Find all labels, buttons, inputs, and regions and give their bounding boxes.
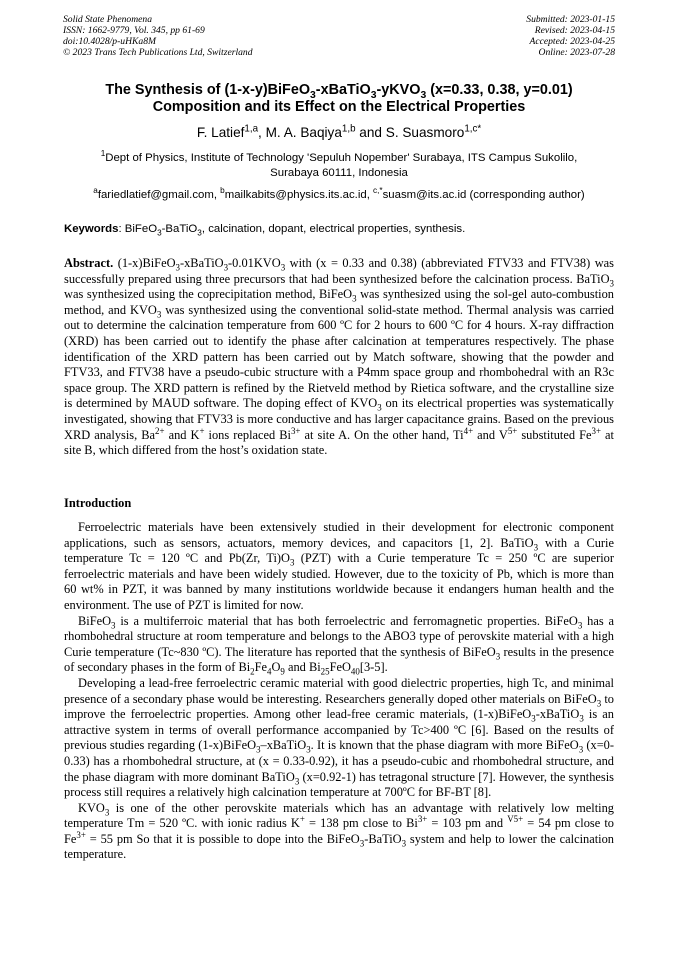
email-link[interactable]: suasm@its.ac.id (corresponding author) [382,189,585,201]
journal-copyright: © 2023 Trans Tech Publications Ltd, Switzerland [63,47,253,58]
title-line-2: Composition and its Effect on the Electrical Properties [152,99,526,115]
author-name: S. Suasmoro [385,125,465,140]
date-accepted: Accepted: 2023-04-25 [529,36,615,47]
paper-title [40,82,638,116]
journal-name: Solid State Phenomena [63,14,152,25]
journal-issn: ISSN: 1662-9779, Vol. 345, pp 61-69 [63,25,205,36]
email-link[interactable]: mailkabits@physics.its.ac.id, [224,189,374,201]
title-line-1: The Synthesis of (1-x-y)BiFeO$_3$-xBaTiO$_3$-yKVO$_3$ (x=0.33, 0.38, y=0.01) [105,82,573,101]
paragraph: BiFeO$_3$ is a multiferroic material that has both ferroelectric and ferromagnetic properties. BiFeO$_3$ has a rhombohedral structure at room temperature and belongs to the ABO3 type of perovskite material with a high Curie temperature (Tc~830 ºC). The literature has reported that the synthesis of BiFeO$_3$ results in the presence of secondary phases in the form of $Bi_2Fe_4O_9$ and $Bi_{25}FeO_{40}[3-5]$. [64,613,614,677]
keywords-label: Keywords [64,223,119,235]
affiliation: $^1$Dept of Physics, Institute of Technology 'Sepuluh Nopember' Surabaya, ITS Campus Sukolilo, Surabaya 60111, Indonesia [100,149,578,179]
author-list: F. Latief$^{1,a}$, M. A. Baqiya$^{1,b}$ and S. Suasmoro$^{1,c*}$ [196,123,482,140]
journal-header [63,14,253,58]
paragraph: Ferroelectric materials have been extensively studied in their development for electronic component applications, such as sensors, actuators, memory devices, and capacitors [1, 2]. BaTiO$_3$ with a Curie temperature Tc = 120 ºC and Pb(Zr, $Ti)O_3$ (PZT) with a Curie temperature Tc = 250 ºC are superior ferroelectric materials and have been widely studied. However, due to the toxicity of Pb, which is more than 60 wt% in PZT, it was banned by many institutions worldwide because it endangers human health and the environment. The use of PZT is limited for now. [64,520,614,612]
abstract: Abstract. $(1-x)BiFeO_3-xBaTiO_3-0.01KVO_3$ with (x = 0.33 and 0.38) (abbreviated FTV33 and FTV38) was successfully prepared using three precursors that had been synthesized before the calcination process. BaTiO$_3$ was synthesized using the coprecipitation method, BiFeO$_3$ was synthesized using the sol-gel auto-combustion method, and $KVO_3$ was synthesized using the conventional solid-state method. Thermal analysis was carried out to determine the calcination temperature from 600 ºC for 2 hours to 600 ºC for 4 hours. X-ray diffraction (XRD) has been carried out to identify the phase after calcination at temperatures respectively. The phase identification of the XRD pattern has been carried out by Match software, showing that the powder and FTV33, and FTV38 have a pseudo-cubic structure with a P4mm space group and rhombohedral with an R3c space group. The XRD pattern is refined by the Rietveld method by Rietica software, and the crystalline size is determined by MAUD software. The doping effect of $KVO_3$ on its electrical properties was systematically investigated, showing that FTV33 is more conductive and has larger capacitance grains. Based on the previous XRD analysis, $Ba^{2+}$ and K+ ions replaced $Bi^{3+}$ at site A. On the other hand, $Ti^{4+}$ and $V^{5+}$ substituted $Fe^{3+}$ at site B, which differed from the host’s oxidation state. [64,256,615,458]
dates-header [526,14,615,58]
journal-doi: doi:10.4028/p-uHKa8M [63,36,157,47]
paragraph: Developing a lead-free ferroelectric ceramic material with good dielectric properties, high Tc, and minimal presence of a secondary phase would be interesting. Researchers generally doped other materials on BiFeO$_3$ to improve the ferroelectric properties. Among other lead-free ceramic materials, (1-x)BiFeO$_3$-xBaTiO$_3$ is an attractive system in terms of overall performance accompanied by Tc>400 ºC [6]. Based on the results of previous studies regarding (1-x)BiFeO$_3$–xBaTiO$_3$. It is known that the phase diagram with more BiFeO$_3$ (x=0-0.33) has a rhombohedral structure, at (x = 0.33-0.92), it has a pseudo-cubic and rhombohedral structure, and the phase diagram with more dominant BaTiO$_3$ (x=0.92-1) has tetragonal structure [7]. However, the synthesis process still requires a relatively high calcination temperature at 700ºC for BF-BT [8]. [64,675,615,800]
keywords: Keywords: BiFeO$_3$-BaTiO$_3$, calcination, dopant, electrical properties, synthesis. [64,223,466,238]
paragraph: $KVO_3$ is one of the other perovskite materials which has an advantage with relatively low melting temperature Tm = 520 ºC. with ionic radius K+ = 138 pm close to $Bi^{3+} = 103$ pm and $^{V5+}$ = 54 pm close to $Fe^{3+} = 55$ pm So that it is possible to dope into the BiFeO$_3$-BaTiO$_3$ system and help to lower the calcination temperature. [64,800,615,862]
date-submitted: Submitted: 2023-01-15 [526,14,615,25]
introduction-body [64,520,614,863]
email-link[interactable]: fariedlatief@gmail.com, [97,189,221,201]
section-heading-introduction: Introduction [64,496,132,510]
date-online: Online: 2023-07-28 [538,47,615,58]
date-revised: Revised: 2023-04-15 [534,25,615,36]
author-emails: $^a$fariedlatief@gmail.com, $^b$mailkabits@physics.its.ac.id, $^{c,*}$suasm@its.ac.id (corresponding author) [93,186,585,201]
abstract-label: Abstract. [64,256,114,270]
author-name: M. A. Baqiya [265,125,342,140]
author-name: F. Latief [196,125,245,140]
